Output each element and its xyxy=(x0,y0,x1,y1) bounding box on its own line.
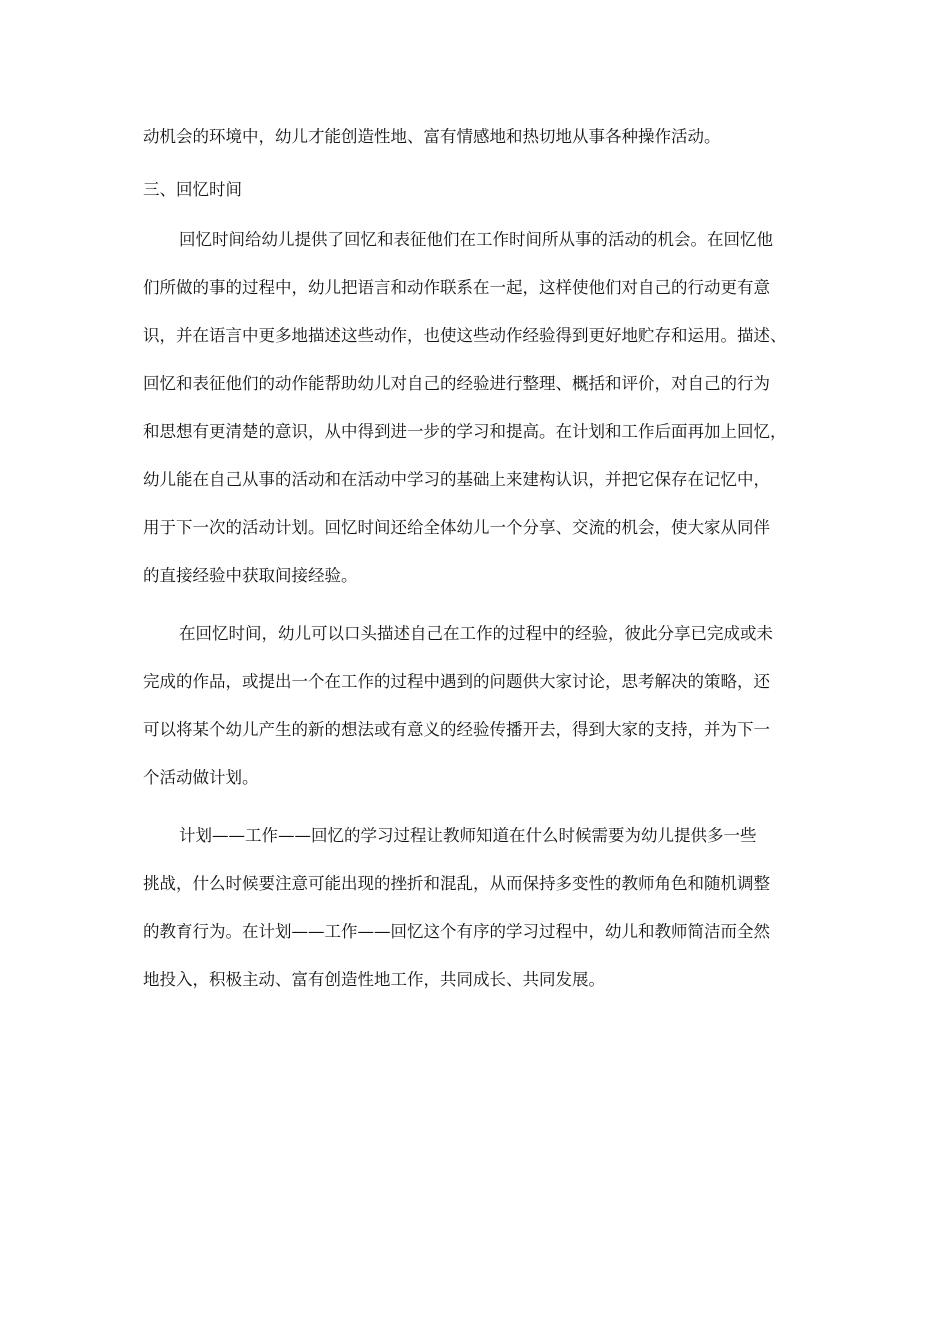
paragraph-line: 可以将某个幼儿产生的新的想法或有意义的经验传播开去，得到大家的支持，并为下一 xyxy=(143,720,770,739)
paragraph-line: 回忆时间给幼儿提供了回忆和表征他们在工作时间所从事的活动的机会。在回忆他 xyxy=(179,230,773,249)
paragraph-line: 们所做的事的过程中，幼儿把语言和动作联系在一起，这样使他们对自己的行动更有意 xyxy=(143,278,770,297)
paragraph-line: 挑战，什么时候要注意可能出现的挫折和混乱，从而保持多变性的教师角色和随机调整 xyxy=(143,874,770,893)
paragraph-line: 识，并在语言中更多地描述这些动作，也使这些动作经验得到更好地贮存和运用。描述、 xyxy=(143,326,787,345)
continuation-line: 动机会的环境中，幼儿才能创造性地、富有情感地和热切地从事各种操作活动。 xyxy=(143,127,721,146)
paragraph-line: 用于下一次的活动计划。回忆时间还给全体幼儿一个分享、交流的机会，使大家从同伴 xyxy=(143,518,770,537)
paragraph-line: 和思想有更清楚的意识，从中得到进一步的学习和提高。在计划和工作后面再加上回忆， xyxy=(143,422,787,441)
paragraph-line: 的直接经验中获取间接经验。 xyxy=(143,566,358,585)
paragraph-line: 回忆和表征他们的动作能帮助幼儿对自己的经验进行整理、概括和评价，对自己的行为 xyxy=(143,374,770,393)
paragraph-line: 幼儿能在自己从事的活动和在活动中学习的基础上来建构认识，并把它保存在记忆中， xyxy=(143,470,770,489)
paragraph-line: 完成的作品，或提出一个在工作的过程中遇到的问题供大家讨论，思考解决的策略，还 xyxy=(143,672,770,691)
paragraph-line: 计划——工作——回忆的学习过程让教师知道在什么时候需要为幼儿提供多一些 xyxy=(179,826,757,845)
paragraph-line: 的教育行为。在计划——工作——回忆这个有序的学习过程中，幼儿和教师简洁而全然 xyxy=(143,922,770,941)
paragraph-line: 地投入，积极主动、富有创造性地工作，共同成长、共同发展。 xyxy=(143,970,605,989)
paragraph-line: 个活动做计划。 xyxy=(143,768,259,787)
section-heading: 三、回忆时间 xyxy=(143,180,242,199)
paragraph-line: 在回忆时间，幼儿可以口头描述自己在工作的过程中的经验，彼此分享已完成或未 xyxy=(179,624,773,643)
